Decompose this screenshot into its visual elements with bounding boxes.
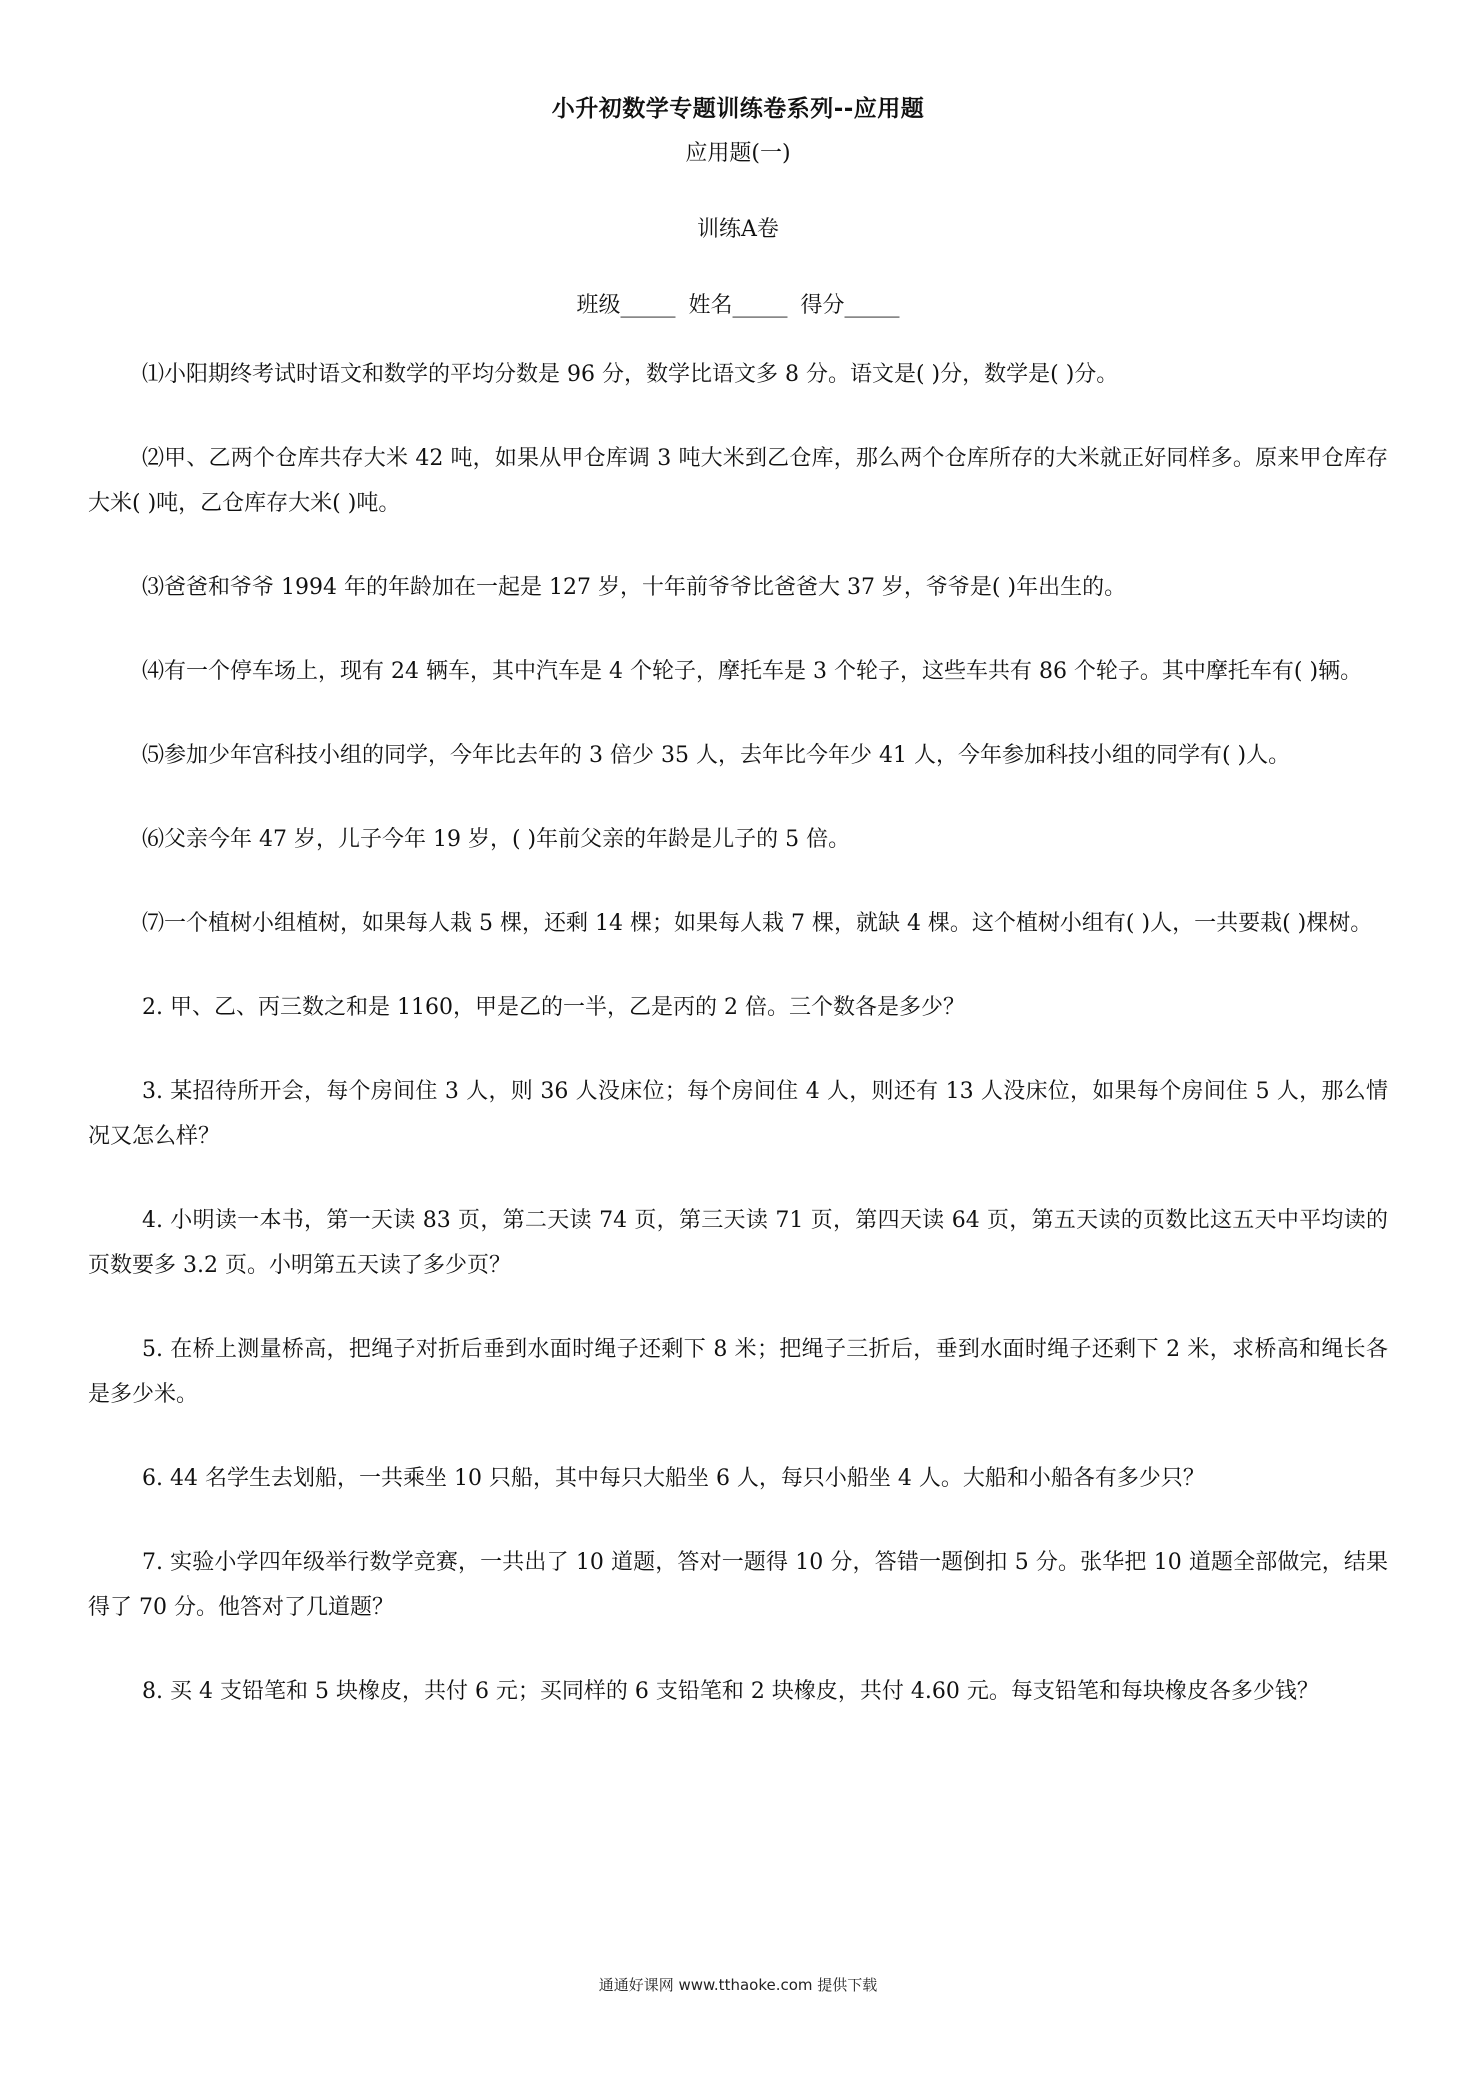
paper-label: 训练A卷 xyxy=(697,217,779,242)
question-item: 6. 44 名学生去划船，一共乘坐 10 只船，其中每只大船坐 6 人，每只小船坐 4 人。大船和小船各有多少只？ xyxy=(142,1466,1205,1491)
question-item: ⑹父亲今年 47 岁，儿子今年 19 岁，( )年前父亲的年龄是儿子的 5 倍。 xyxy=(142,827,851,852)
question-item: ⑶爸爸和爷爷 1994 年的年龄加在一起是 127 岁，十年前爷爷比爸爸大 37 岁，爷爷是( )年出生的。 xyxy=(142,575,1127,600)
question-item: 7. 实验小学四年级举行数学竞赛，一共出了 10 道题，答对一题得 10 分，答错一题倒扣 5 分。张华把 10 道题全部做完，结果得了 70 分。他答对了几道题？ xyxy=(88,1550,1388,1620)
section-subtitle: 应用题(一) xyxy=(685,141,791,166)
question-item: 5. 在桥上测量桥高，把绳子对折后垂到水面时绳子还剩下 8 米；把绳子三折后，垂到水面时绳子还剩下 2 米，求桥高和绳长各是多少米。 xyxy=(88,1337,1388,1407)
student-info-line: 班级_____ 姓名_____ 得分_____ xyxy=(576,293,900,318)
question-item: 4. 小明读一本书，第一天读 83 页，第二天读 74 页，第三天读 71 页，第四天读 64 页，第五天读的页数比这五天中平均读的页数要多 3.2 页。小明第五天读了多少页？ xyxy=(88,1208,1388,1278)
question-item: ⑺一个植树小组植树，如果每人栽 5 棵，还剩 14 棵；如果每人栽 7 棵，就缺 4 棵。这个植树小组有( )人，一共要栽( )棵树。 xyxy=(142,911,1373,936)
question-item: 2. 甲、乙、丙三数之和是 1160，甲是乙的一半，乙是丙的 2 倍。三个数各是多少？ xyxy=(142,995,965,1020)
question-item: ⑷有一个停车场上，现有 24 辆车，其中汽车是 4 个轮子，摩托车是 3 个轮子，这些车共有 86 个轮子。其中摩托车有( )辆。 xyxy=(142,659,1363,684)
question-item: ⑴小阳期终考试时语文和数学的平均分数是 96 分，数学比语文多 8 分。语文是( )分，数学是( )分。 xyxy=(142,362,1119,387)
question-item: 8. 买 4 支铅笔和 5 块橡皮，共付 6 元；买同样的 6 支铅笔和 2 块橡皮，共付 4.60 元。每支铅笔和每块橡皮各多少钱？ xyxy=(142,1679,1319,1704)
question-list xyxy=(88,352,1388,1753)
question-item: ⑵甲、乙两个仓库共存大米 42 吨，如果从甲仓库调 3 吨大米到乙仓库，那么两个仓库所存的大米就正好同样多。原来甲仓库存大米( )吨，乙仓库存大米( )吨。 xyxy=(88,446,1388,516)
document-title: 小升初数学专题训练卷系列--应用题 xyxy=(551,96,925,122)
question-item: 3. 某招待所开会，每个房间住 3 人，则 36 人没床位；每个房间住 4 人，则还有 13 人没床位，如果每个房间住 5 人，那么情况又怎么样？ xyxy=(88,1079,1388,1149)
question-item: ⑸参加少年宫科技小组的同学，今年比去年的 3 倍少 35 人，去年比今年少 41 人，今年参加科技小组的同学有( )人。 xyxy=(142,743,1291,768)
page-footer: 通通好课网 www.tthaoke.com 提供下载 xyxy=(598,1976,878,1994)
